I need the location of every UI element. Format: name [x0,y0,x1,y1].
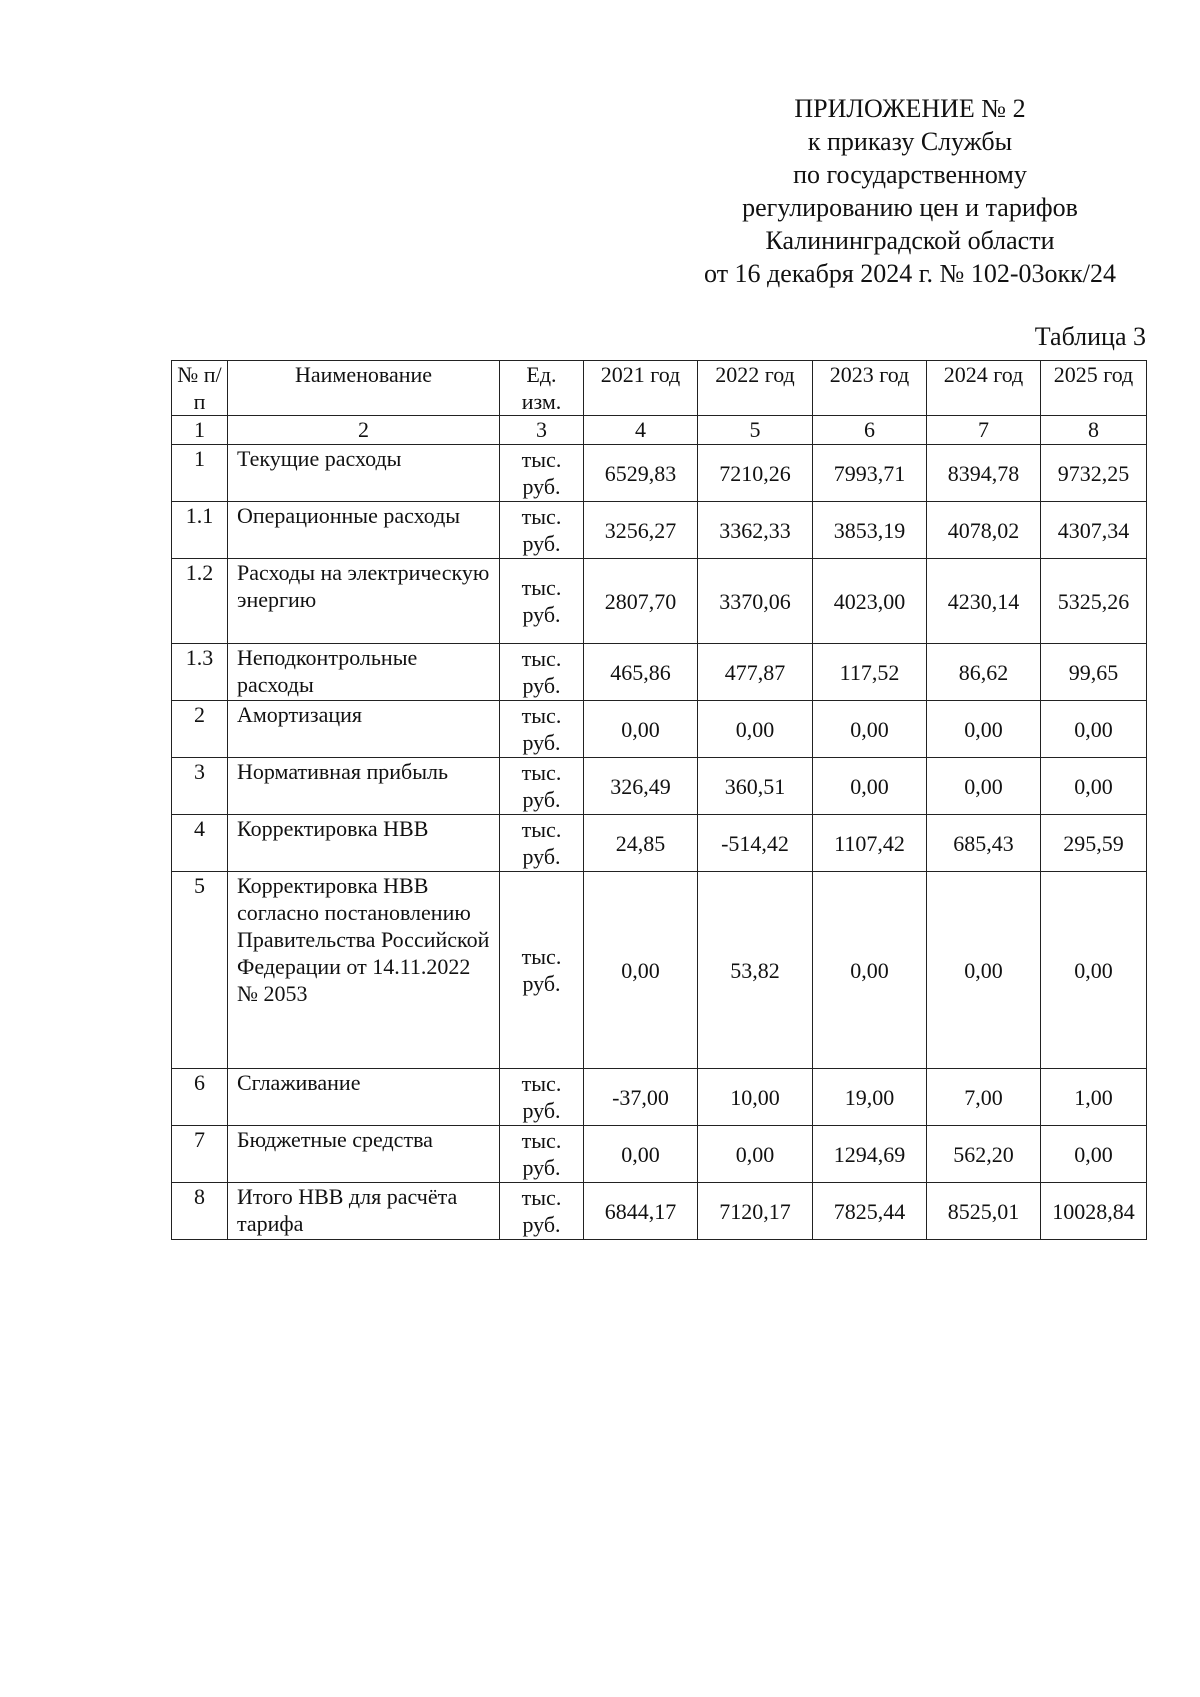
row-value: 3362,33 [698,502,813,559]
row-value: 9732,25 [1041,445,1147,502]
row-unit: тыс. руб. [500,758,584,815]
table-row [172,445,1147,502]
row-number: 5 [172,872,228,1069]
row-value: 0,00 [813,758,927,815]
row-number: 3 [172,758,228,815]
row-value: 3853,19 [813,502,927,559]
row-value: 24,85 [584,815,698,872]
table-caption: Таблица 3 [1034,322,1146,351]
col-header-2022: 2022 год [698,361,813,416]
column-number-row [172,416,1147,445]
row-value: 3370,06 [698,559,813,644]
row-name: Операционные расходы [228,502,500,559]
appendix-line: по государственному [793,160,1027,189]
row-value: 0,00 [584,701,698,758]
row-value: 4078,02 [927,502,1041,559]
row-value: -514,42 [698,815,813,872]
row-unit: тыс. руб. [500,559,584,644]
row-value: 86,62 [927,644,1041,701]
col-number: 4 [584,416,698,445]
row-value: 0,00 [927,872,1041,1069]
table-body [172,445,1147,1240]
table-row [172,1126,1147,1183]
col-header-name: Наименование [228,361,500,416]
col-header-2024: 2024 год [927,361,1041,416]
row-value: 8394,78 [927,445,1041,502]
row-value: 5325,26 [1041,559,1147,644]
row-number: 2 [172,701,228,758]
row-unit: тыс. руб. [500,1183,584,1240]
row-name: Расходы на электрическую энергию [228,559,500,644]
appendix-header [640,92,1180,290]
row-value: -37,00 [584,1069,698,1126]
row-value: 0,00 [584,1126,698,1183]
table-row [172,758,1147,815]
row-value: 0,00 [1041,872,1147,1069]
row-name: Корректировка НВВ [228,815,500,872]
row-unit: тыс. руб. [500,701,584,758]
row-value: 7,00 [927,1069,1041,1126]
row-value: 10028,84 [1041,1183,1147,1240]
col-number: 1 [172,416,228,445]
col-number: 3 [500,416,584,445]
table-row [172,1069,1147,1126]
row-name: Корректировка НВВ согласно постановлению Правительства Российской Федерации от 14.11.2022 № 2053 [228,872,500,1069]
row-value: 1,00 [1041,1069,1147,1126]
table-row [172,502,1147,559]
row-unit: тыс. руб. [500,1069,584,1126]
row-value: 0,00 [813,872,927,1069]
row-value: 99,65 [1041,644,1147,701]
row-unit: тыс. руб. [500,445,584,502]
row-value: 19,00 [813,1069,927,1126]
col-number: 2 [228,416,500,445]
row-number: 1.3 [172,644,228,701]
row-value: 477,87 [698,644,813,701]
row-name: Бюджетные средства [228,1126,500,1183]
row-value: 7825,44 [813,1183,927,1240]
row-value: 0,00 [927,701,1041,758]
table-row [172,559,1147,644]
row-value: 326,49 [584,758,698,815]
row-unit: тыс. руб. [500,872,584,1069]
appendix-line: к приказу Службы [807,127,1013,156]
appendix-line: Калининградской области [765,226,1055,255]
row-value: 0,00 [698,701,813,758]
table-row [172,701,1147,758]
row-value: 8525,01 [927,1183,1041,1240]
row-value: 3256,27 [584,502,698,559]
row-number: 1.1 [172,502,228,559]
appendix-title: ПРИЛОЖЕНИЕ № 2 [794,94,1026,123]
row-value: 117,52 [813,644,927,701]
header-row [172,361,1147,416]
row-unit: тыс. руб. [500,502,584,559]
table-row [172,872,1147,1069]
col-header-2023: 2023 год [813,361,927,416]
row-value: 10,00 [698,1069,813,1126]
row-unit: тыс. руб. [500,644,584,701]
row-name: Сглаживание [228,1069,500,1126]
row-value: 6529,83 [584,445,698,502]
row-value: 0,00 [813,701,927,758]
tariff-table [171,360,1147,1240]
col-number: 5 [698,416,813,445]
row-name: Итого НВВ для расчёта тарифа [228,1183,500,1240]
row-unit: тыс. руб. [500,1126,584,1183]
row-number: 7 [172,1126,228,1183]
row-number: 1.2 [172,559,228,644]
table-row [172,1183,1147,1240]
row-value: 4307,34 [1041,502,1147,559]
table-row [172,644,1147,701]
col-header-2025: 2025 год [1041,361,1147,416]
col-number: 8 [1041,416,1147,445]
col-header-num: № п/п [172,361,228,416]
row-number: 4 [172,815,228,872]
row-value: 465,86 [584,644,698,701]
row-number: 8 [172,1183,228,1240]
row-name: Неподконтрольные расходы [228,644,500,701]
row-value: 6844,17 [584,1183,698,1240]
appendix-order-date: от 16 декабря 2024 г. № 102-03окк/24 [704,259,1116,288]
table-row [172,815,1147,872]
row-value: 7210,26 [698,445,813,502]
row-value: 1107,42 [813,815,927,872]
row-name: Нормативная прибыль [228,758,500,815]
col-number: 7 [927,416,1041,445]
row-number: 1 [172,445,228,502]
row-value: 7993,71 [813,445,927,502]
appendix-line: регулированию цен и тарифов [742,193,1078,222]
row-value: 53,82 [698,872,813,1069]
row-value: 0,00 [1041,1126,1147,1183]
row-value: 360,51 [698,758,813,815]
row-value: 685,43 [927,815,1041,872]
row-value: 0,00 [1041,701,1147,758]
col-header-2021: 2021 год [584,361,698,416]
row-name: Текущие расходы [228,445,500,502]
row-value: 0,00 [698,1126,813,1183]
row-value: 0,00 [1041,758,1147,815]
row-unit: тыс. руб. [500,815,584,872]
row-name: Амортизация [228,701,500,758]
row-value: 2807,70 [584,559,698,644]
row-value: 4023,00 [813,559,927,644]
row-value: 0,00 [927,758,1041,815]
row-value: 295,59 [1041,815,1147,872]
row-number: 6 [172,1069,228,1126]
row-value: 7120,17 [698,1183,813,1240]
col-number: 6 [813,416,927,445]
row-value: 1294,69 [813,1126,927,1183]
row-value: 562,20 [927,1126,1041,1183]
row-value: 0,00 [584,872,698,1069]
col-header-unit: Ед. изм. [500,361,584,416]
row-value: 4230,14 [927,559,1041,644]
